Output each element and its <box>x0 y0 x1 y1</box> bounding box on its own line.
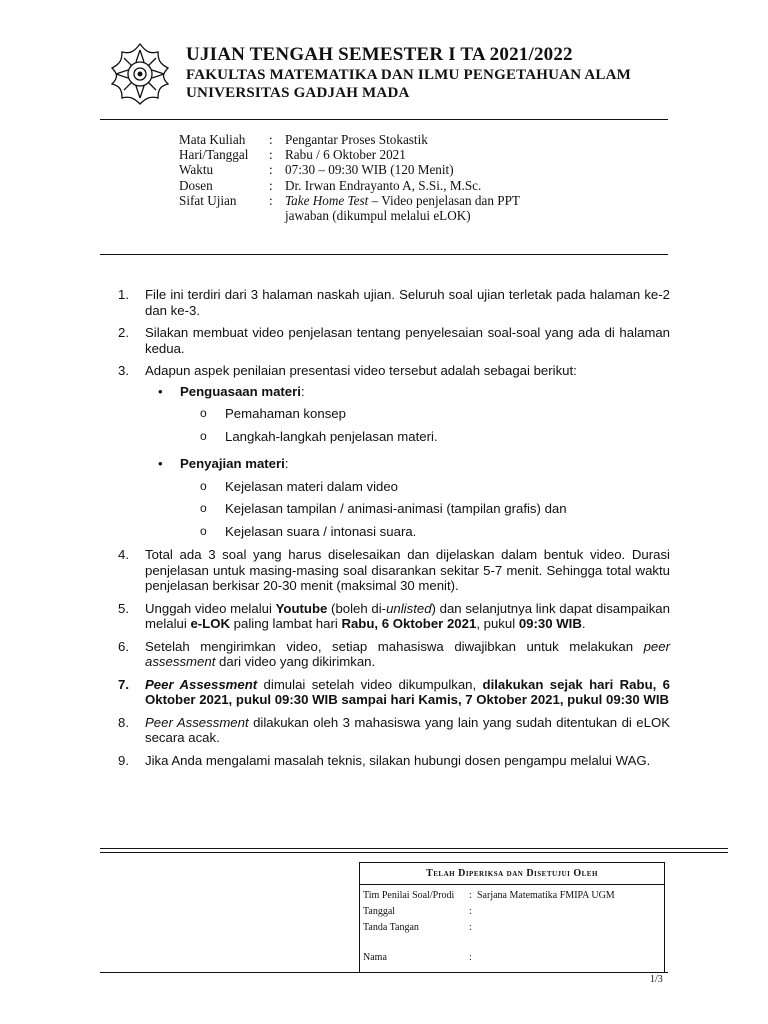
info-divider <box>100 254 668 255</box>
approval-heading: Telah Diperiksa dan Disetujui Oleh <box>360 863 664 885</box>
info-row: Waktu : 07:30 – 09:30 WIB (120 Menit) <box>179 162 454 178</box>
list-item: 6. Setelah mengirimkan video, setiap mahasiswa diwajibkan untuk melakukan peer assessment dari video yang dikirimkan. <box>118 638 670 669</box>
sub-item: o Kejelasan tampilan / animasi-animasi (tampilan grafis) dan <box>200 501 567 516</box>
info-row: Hari/Tanggal : Rabu / 6 Oktober 2021 <box>179 147 406 163</box>
sub-item: o Kejelasan materi dalam video <box>200 478 398 494</box>
list-item: 1. File ini terdiri dari 3 halaman naskah ujian. Seluruh soal ujian terletak pada halaman ke-2 dan ke-3. <box>118 287 670 318</box>
list-item: 2. Silakan membuat video penjelasan tentang penyelesaian soal-soal yang ada di halaman kedua. <box>118 325 670 356</box>
footer-double-rule <box>100 852 728 853</box>
approval-row: Tim Penilai Soal/Prodi : Sarjana Matematika FMIPA UGM <box>363 890 615 901</box>
header-titles <box>186 44 631 102</box>
header-divider <box>100 119 668 120</box>
ugm-seal-logo <box>106 40 174 108</box>
list-item: 8. Peer Assessment dilakukan oleh 3 mahasiswa yang lain yang sudah ditentukan di eLOK secara acak. <box>118 714 670 745</box>
list-item: 9. Jika Anda mengalami masalah teknis, silakan hubungi dosen pengampu melalui WAG. <box>118 752 651 768</box>
bullet-item: • Penyajian materi: <box>158 456 289 471</box>
exam-title: UJIAN TENGAH SEMESTER I TA 2021/2022 <box>186 44 573 65</box>
bullet-item: • Penguasaan materi: <box>158 383 305 399</box>
exam-info-table <box>179 132 585 223</box>
list-item: 7. Peer Assessment dimulai setelah video dikumpulkan, dilakukan sejak hari Rabu, 6 Oktober 2021, pukul 09:30 WIB sampai hari Kamis, 7 Oktober 2021, pukul 09:30 WIB <box>118 676 670 707</box>
list-item: 3. Adapun aspek penilaian presentasi video tersebut adalah sebagai berikut: <box>118 363 577 378</box>
sub-item: o Kejelasan suara / intonasi suara. <box>200 523 417 539</box>
page-number: 1/3 <box>650 974 663 985</box>
list-item: 5. Unggah video melalui Youtube (boleh di-unlisted) dan selanjutnya link dapat disampaikan melalui e-LOK paling lambat hari Rabu, 6 Oktober 2021, pukul 09:30 WIB. <box>118 600 670 631</box>
bottom-rule <box>100 972 668 973</box>
approval-row: Nama : <box>363 952 472 963</box>
list-item: 4. Total ada 3 soal yang harus diselesaikan dan dijelaskan dalam bentuk video. Durasi penjelasan untuk masing-masing soal disarankan sekitar 5-7 menit. Sehingga total waktu penjelasan berkisar 20-30 menit (maksimal 30 menit). <box>118 547 670 593</box>
info-row: Mata Kuliah : Pengantar Proses Stokastik <box>179 132 428 147</box>
instructions-list <box>118 287 670 775</box>
info-row: Dosen : Dr. Irwan Endrayanto A, S.Si., M.Sc. <box>179 177 482 193</box>
university-name: UNIVERSITAS GADJAH MADA <box>186 85 410 101</box>
faculty-name: FAKULTAS MATEMATIKA DAN ILMU PENGETAHUAN ALAM <box>186 67 631 83</box>
info-row: Sifat Ujian : Take Home Test – Video penjelasan dan PPT jawaban (dikumpul melalui eLOK) <box>179 192 520 224</box>
sub-item: o Langkah-langkah penjelasan materi. <box>200 428 438 444</box>
sub-item: o Pemahaman konsep <box>200 406 346 421</box>
approval-row: Tanda Tangan : <box>363 922 472 933</box>
approval-row: Tanggal : <box>363 906 472 917</box>
footer-double-rule <box>100 848 728 849</box>
approval-box <box>359 862 665 973</box>
